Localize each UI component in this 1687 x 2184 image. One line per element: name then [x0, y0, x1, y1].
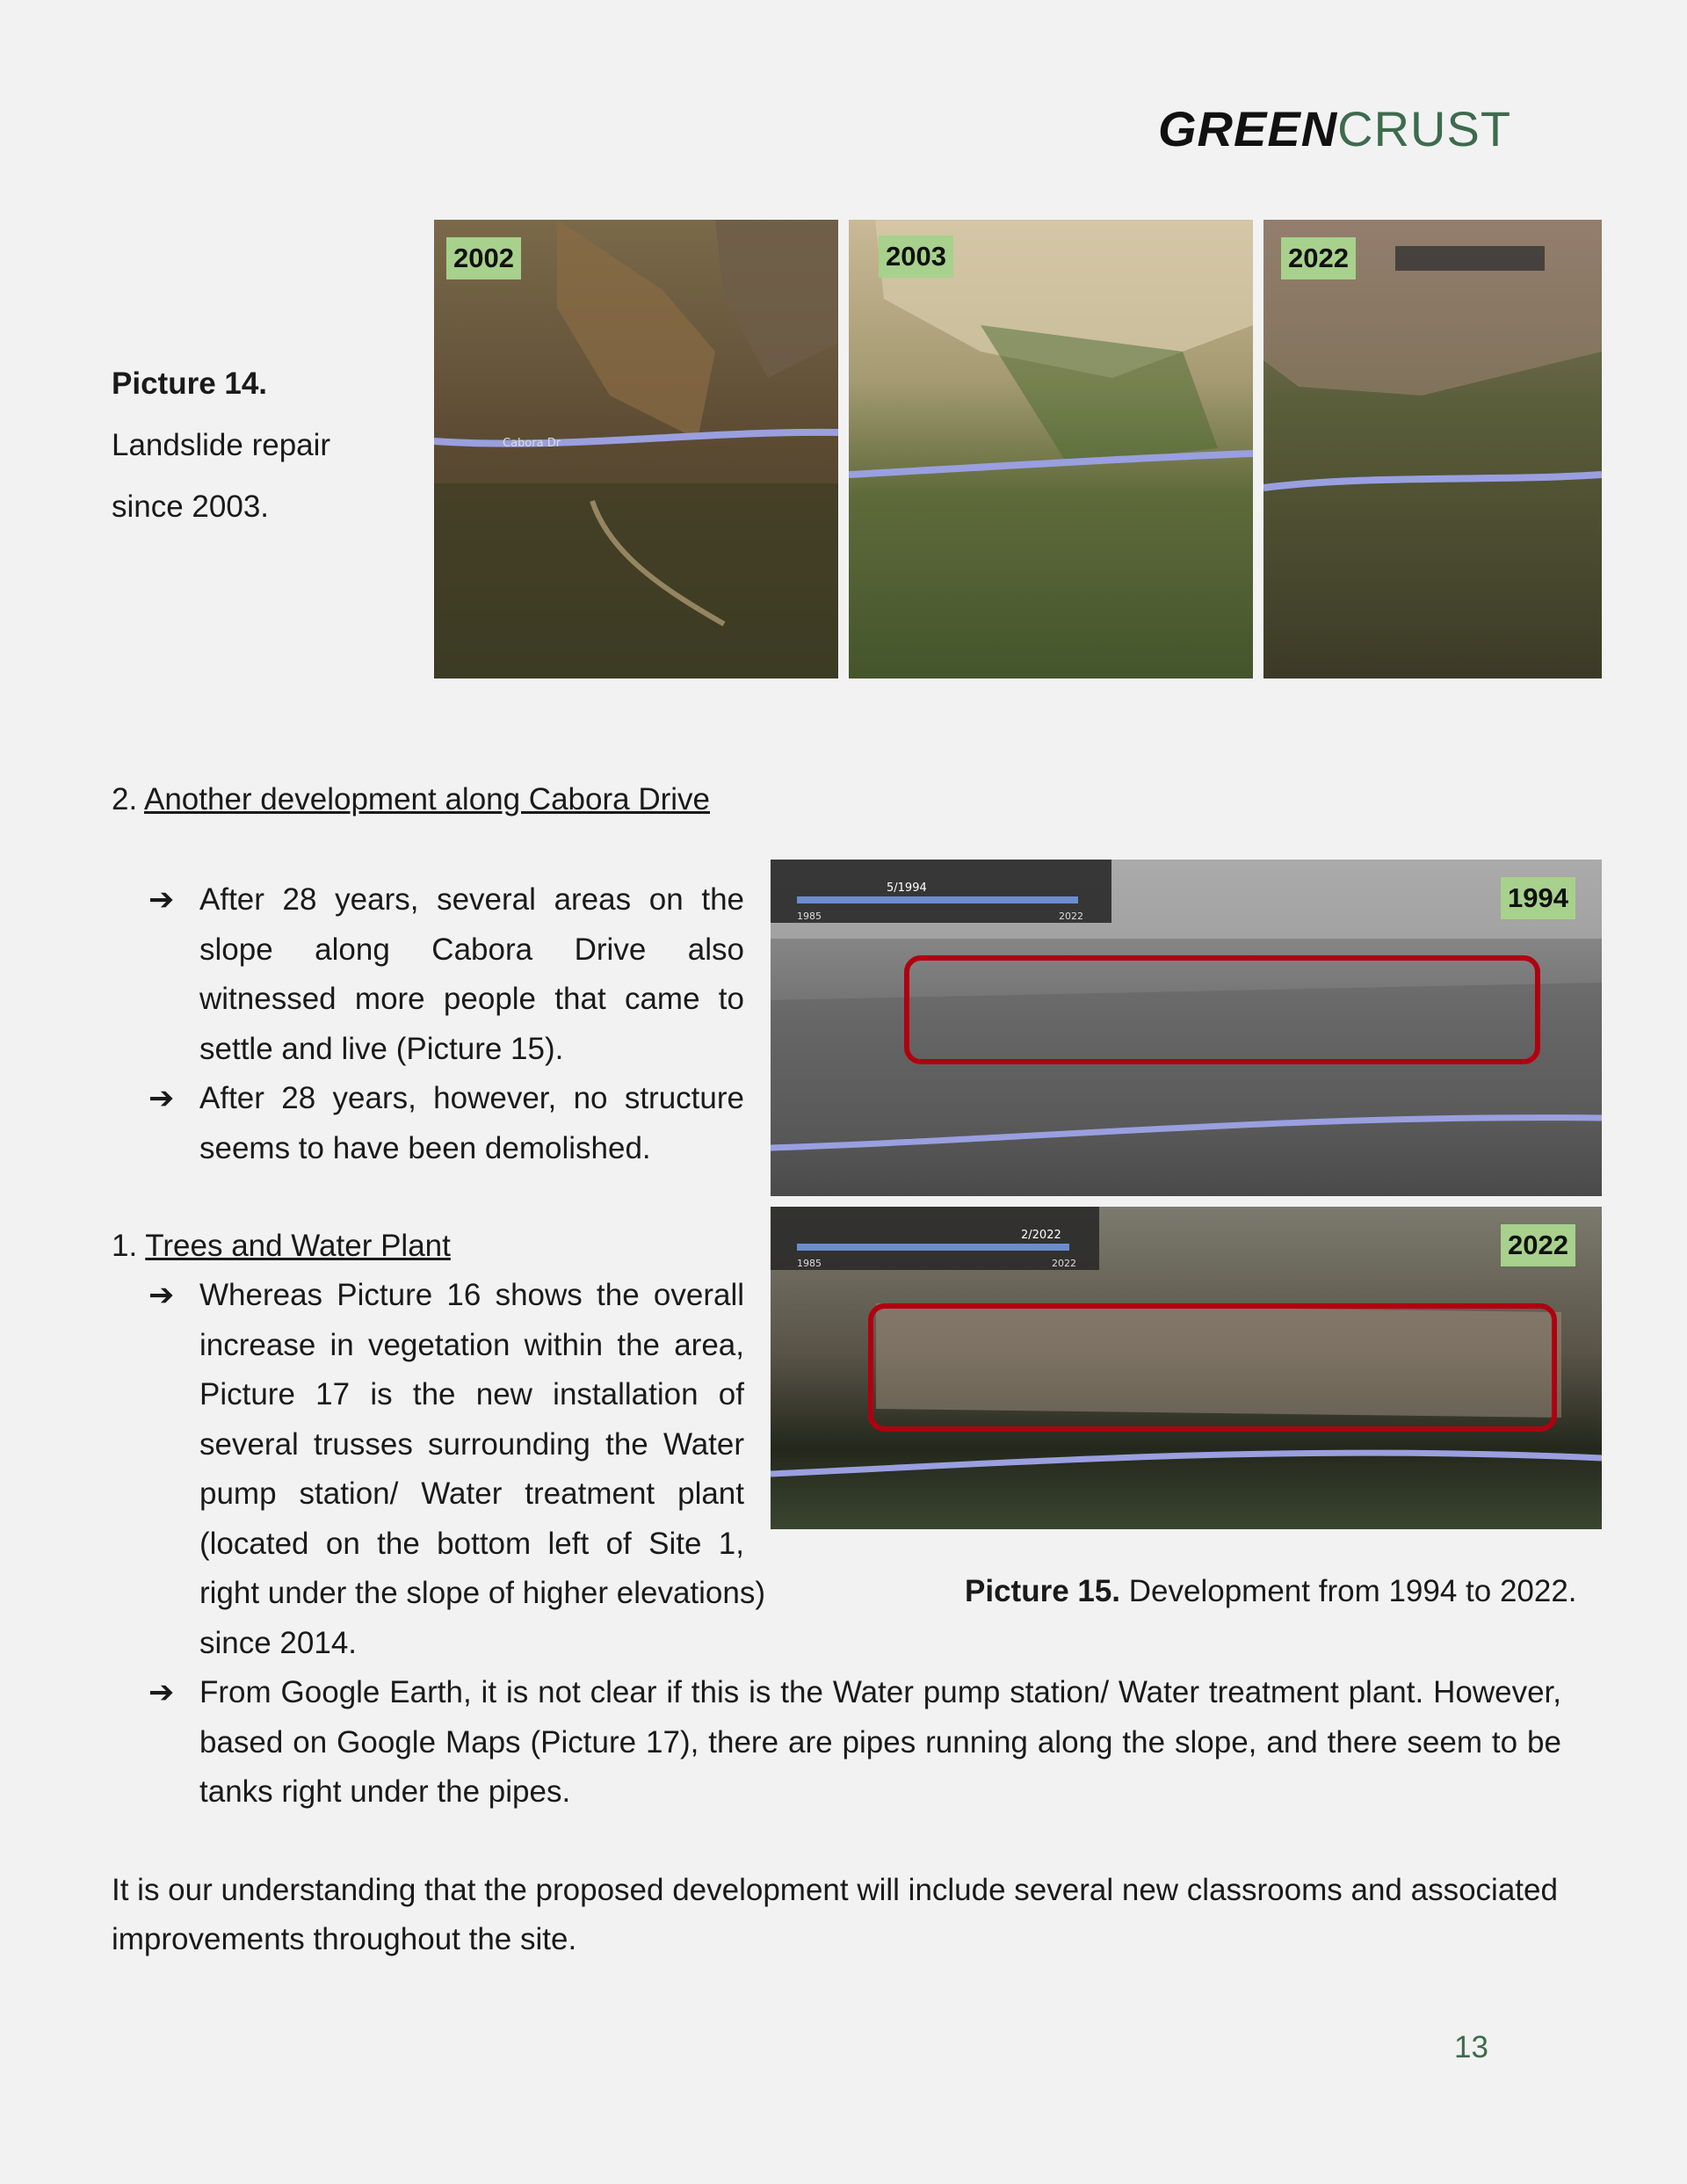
timeline-start: 1985: [797, 911, 822, 922]
timeline-start: 1985: [797, 1258, 822, 1269]
section-another-number: 2.: [112, 782, 138, 816]
year-tag-2022: 2022: [1281, 237, 1356, 279]
picture14-line2: since 2003.: [112, 490, 270, 524]
page-number: 13: [1454, 2030, 1488, 2064]
aerial-photo-1994: [771, 860, 1602, 1196]
logo-green: GREEN: [1158, 101, 1338, 156]
year-tag-2022-dev: 2022: [1501, 1224, 1575, 1266]
arrow-bullet-icon: ➔: [148, 1081, 175, 1116]
road-label: Cabora Dr: [503, 437, 561, 450]
bullet-item: [112, 875, 744, 1074]
section-trees-bullet2: [112, 1668, 1561, 1818]
arrow-bullet-icon: ➔: [148, 882, 175, 917]
bullet-item: [112, 1074, 744, 1173]
brand-logo: [1158, 98, 1511, 160]
logo-crust: CRUST: [1337, 101, 1512, 156]
aerial-photo-2002: [434, 220, 838, 678]
aerial-photo-2022: [1263, 220, 1602, 678]
bullet-text: After 28 years, however, no structure seems to have been demolished.: [199, 1081, 744, 1165]
picture14-caption: [112, 353, 330, 538]
picture14-line1: Landslide repair: [112, 428, 331, 462]
year-tag-2002: 2002: [446, 237, 521, 279]
timeline-end: 2022: [1059, 911, 1083, 922]
year-tag-1994: 1994: [1501, 877, 1575, 919]
section-trees-heading: [112, 1222, 451, 1271]
picture15-label: Picture 15.: [965, 1574, 1121, 1608]
section-another-heading: [112, 775, 710, 824]
bullet-text: right under the slope of higher elevations): [199, 1576, 766, 1610]
timeline-date: 5/1994: [887, 882, 927, 895]
bullet-text: Whereas Picture 16 shows the overall increase in vegetation within the area, Picture 17 is the new installation of several trusses surrounding the Water pump station/ Water treatment plant (located on the bottom left of Site 1,: [199, 1278, 744, 1561]
aerial-photo-2022-development: [771, 1207, 1602, 1529]
arrow-bullet-icon: ➔: [148, 1675, 175, 1709]
bullet-item: [112, 1668, 1561, 1818]
section-trees-title: Trees and Water Plant: [145, 1229, 451, 1263]
timeline-end: 2022: [1052, 1258, 1076, 1269]
bullet-text: From Google Earth, it is not clear if this is the Water pump station/ Water treatment plant. However, based on Google Maps (Picture 17), there are pipes running along the slope, and there seem to be tanks right under the pipes.: [199, 1675, 1561, 1810]
timeline-date: 2/2022: [1021, 1229, 1061, 1242]
picture14-label: Picture 14.: [112, 366, 268, 401]
picture15-text: Development from 1994 to 2022.: [1120, 1574, 1577, 1608]
arrow-bullet-icon: ➔: [148, 1278, 175, 1312]
bullet-text: After 28 years, several areas on the slope along Cabora Drive also witnessed more people that came to settle and live (Picture 15).: [199, 882, 744, 1066]
picture15-caption: [965, 1567, 1577, 1616]
bullet-item: [112, 1271, 744, 1570]
section-trees-number: 1.: [112, 1229, 138, 1263]
section-another-bullets: [112, 875, 744, 1174]
year-tag-2003: 2003: [879, 236, 953, 278]
aerial-photo-2003: [849, 220, 1253, 678]
section-trees-bullet1: [112, 1271, 744, 1570]
closing-paragraph: It is our understanding that the proposed development will include several new classrooms and associated improvements throughout the site.: [112, 1873, 1558, 1956]
bullet-continuation: [199, 1569, 765, 1668]
section-another-title: Another development along Cabora Drive: [144, 782, 710, 816]
bullet-text: since 2014.: [199, 1625, 358, 1660]
